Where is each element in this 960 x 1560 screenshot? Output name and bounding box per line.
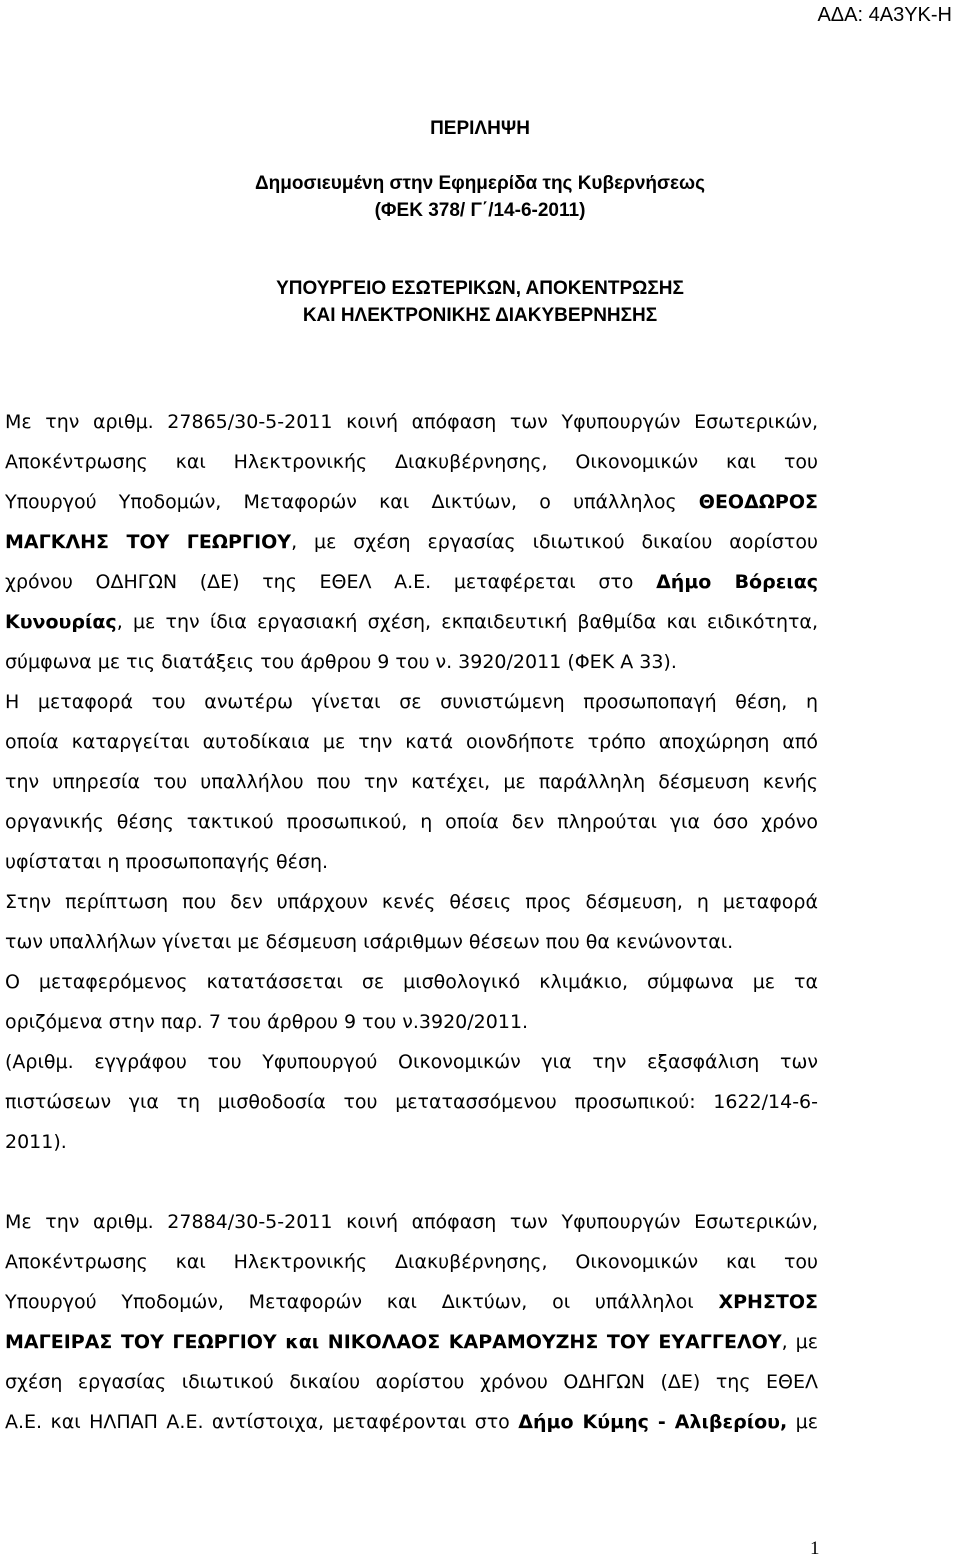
document-title: ΠΕΡΙΛΗΨΗ xyxy=(430,118,530,139)
employee-name-1a: ΘΕΟΔΩΡΟΣ xyxy=(698,491,818,513)
section2-line-1: Με την αριθμ. 27884/30-5-2011 κοινή απόφαση των Υφυπουργών Εσωτερικών, xyxy=(5,1211,818,1233)
section1-line-15: Ο μεταφερόμενος κατατάσσεται σε μισθολογικό κλιμάκιο, σύμφωνα με τα xyxy=(5,971,818,993)
employee-name-1b: ΜΑΓΚΛΗΣ ΤΟΥ ΓΕΩΡΓΙΟΥ xyxy=(5,531,292,553)
section1-line-8: Η μεταφορά του ανωτέρω γίνεται σε συνιστώμενη προσωποπαγή θέση, η xyxy=(5,691,818,713)
section2-line-2: Αποκέντρωσης και Ηλεκτρονικής Διακυβέρνησης, Οικονομικών και του xyxy=(5,1251,818,1273)
section1-line-4-text: , με σχέση εργασίας ιδιωτικού δικαίου αορίστου xyxy=(291,531,818,553)
section1-line-7: σύμφωνα με τις διατάξεις του άρθρου 9 του ν. 3920/2011 (ΦΕΚ Α 33). xyxy=(5,651,677,673)
section2-line-6 xyxy=(5,1411,818,1433)
destination-municipality-2: Δήμο Κύμης - Αλιβερίου, xyxy=(518,1411,788,1433)
section1-line-4 xyxy=(5,531,818,553)
section1-line-11: οργανικής θέσης τακτικού προσωπικού, η οποία δεν πληρούται για όσο χρόνο xyxy=(5,811,818,833)
employee-names-2b: ΜΑΓΕΙΡΑΣ ΤΟΥ ΓΕΩΡΓΙΟΥ και ΝΙΚΟΛΑΟΣ ΚΑΡΑΜΟΥΖΗΣ ΤΟΥ ΕΥΑΓΓΕΛΟΥ xyxy=(5,1331,782,1353)
section1-line-10: την υπηρεσία του υπαλλήλου που την κατέχει, με παράλληλη δέσμευση κενής xyxy=(5,771,818,793)
section1-line-9: οποία καταργείται αυτοδίκαια με την κατά οιονδήποτε τρόπο αποχώρηση από xyxy=(5,731,818,753)
section1-line-5-text: χρόνου ΟΔΗΓΩΝ (ΔΕ) της ΕΘΕΛ Α.Ε. μεταφέρεται στο xyxy=(5,571,634,593)
section2-line-6-end: με xyxy=(795,1411,819,1433)
section2-line-5: σχέση εργασίας ιδιωτικού δικαίου αορίστου χρόνου ΟΔΗΓΩΝ (ΔΕ) της ΕΘΕΛ xyxy=(5,1371,818,1393)
section1-line-14: των υπαλλήλων γίνεται με δέσμευση ισάριθμων θέσεων που θα κενώνονται. xyxy=(5,931,734,953)
destination-municipality-1a: Δήμο Βόρειας xyxy=(656,571,819,593)
section2-line-6-text: Α.Ε. και ΗΛΠΑΠ Α.Ε. αντίστοιχα, μεταφέρονται στο xyxy=(5,1411,510,1433)
section2-line-3-text: Υπουργού Υποδομών, Μεταφορών και Δικτύων, οι υπάλληλοι xyxy=(5,1291,694,1313)
section1-line-17: (Αριθμ. εγγράφου του Υφυπουργού Οικονομικών για την εξασφάλιση των xyxy=(5,1051,818,1073)
section1-line-19: 2011). xyxy=(5,1131,67,1153)
destination-municipality-1b: Κυνουρίας xyxy=(5,611,117,633)
ministry-line-2: ΚΑΙ ΗΛΕΚΤΡΟΝΙΚΗΣ ΔΙΑΚΥΒΕΡΝΗΣΗΣ xyxy=(302,305,658,326)
document-code: ΑΔΑ: 4Α3ΥΚ-Η xyxy=(817,4,952,26)
section1-line-13: Στην περίπτωση που δεν υπάρχουν κενές θέσεις προς δέσμευση, η μεταφορά xyxy=(5,891,818,913)
page-number: 1 xyxy=(810,1538,820,1559)
section1-line-16: οριζόμενα στην παρ. 7 του άρθρου 9 του ν.3920/2011. xyxy=(5,1011,529,1033)
section1-line-6-text: , με την ίδια εργασιακή σχέση, εκπαιδευτική βαθμίδα και ειδικότητα, xyxy=(116,611,818,633)
published-line-2: (ΦΕΚ 378/ Γ΄/14-6-2011) xyxy=(374,200,586,221)
section2-line-3 xyxy=(5,1291,818,1313)
ministry-line-1: ΥΠΟΥΡΓΕΙΟ ΕΣΩΤΕΡΙΚΩΝ, ΑΠΟΚΕΝΤΡΩΣΗΣ xyxy=(276,278,684,299)
section1-line-6 xyxy=(5,611,818,633)
section1-line-5 xyxy=(5,571,818,593)
published-line-1: Δημοσιευμένη στην Εφημερίδα της Κυβερνήσεως xyxy=(255,173,705,194)
section1-line-3-text: Υπουργού Υποδομών, Μεταφορών και Δικτύων, ο υπάλληλος xyxy=(5,491,677,513)
section1-line-2: Αποκέντρωσης και Ηλεκτρονικής Διακυβέρνησης, Οικονομικών και του xyxy=(5,451,818,473)
section2-line-4-text: , με xyxy=(781,1331,819,1353)
section1-line-3 xyxy=(5,491,818,513)
employee-name-2a: ΧΡΗΣΤΟΣ xyxy=(718,1291,818,1313)
section2-line-4 xyxy=(5,1331,818,1353)
section1-line-12: υφίσταται η προσωποπαγής θέση. xyxy=(5,851,329,873)
section1-line-18: πιστώσεων για τη μισθοδοσία του μετατασσόμενου προσωπικού: 1622/14-6- xyxy=(5,1091,818,1113)
section1-line-1: Με την αριθμ. 27865/30-5-2011 κοινή απόφαση των Υφυπουργών Εσωτερικών, xyxy=(5,411,818,433)
